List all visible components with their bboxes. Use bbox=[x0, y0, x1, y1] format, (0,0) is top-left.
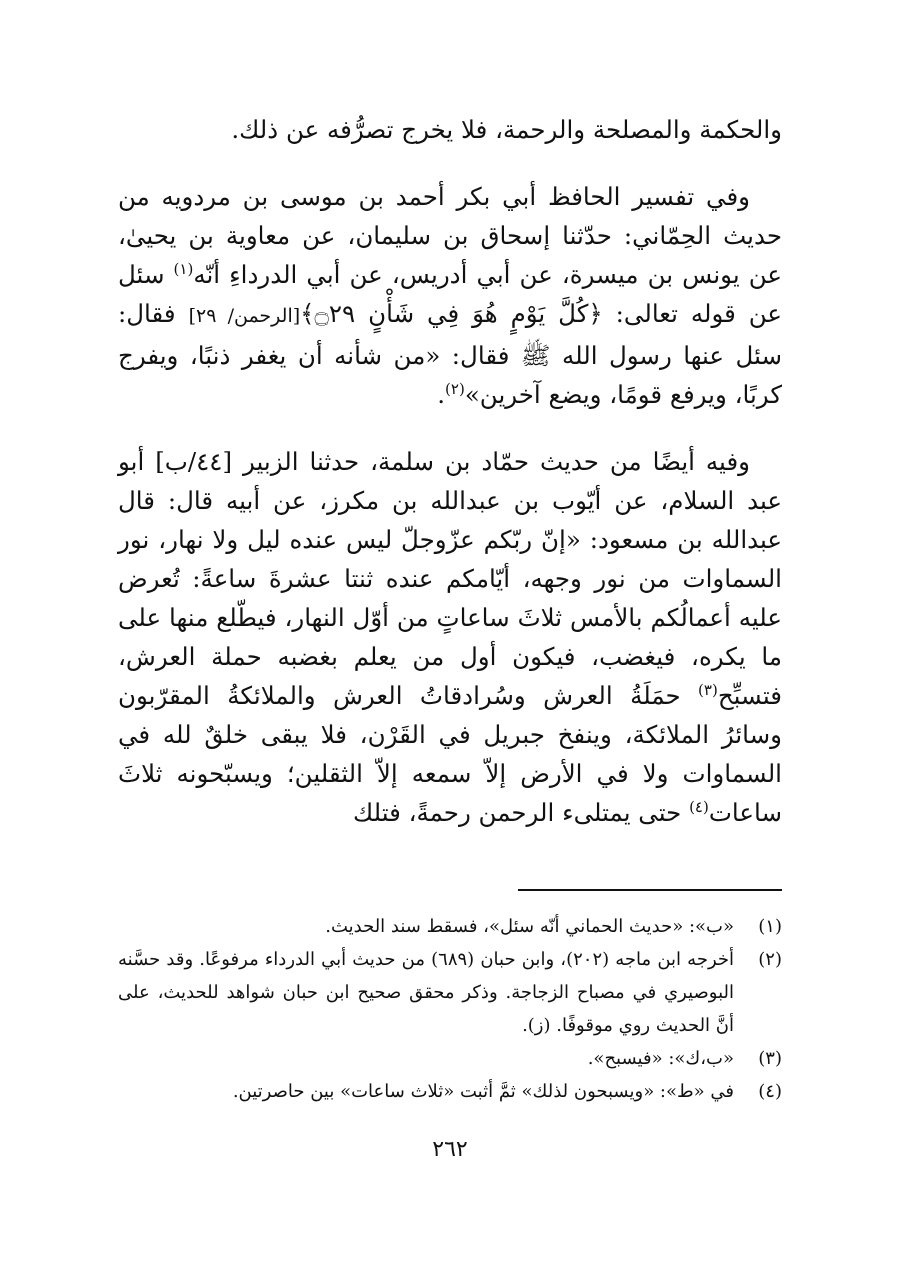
paragraph-2-text-b: سئل عن قوله تعالى: bbox=[118, 260, 783, 328]
footnote-item bbox=[118, 910, 782, 943]
paragraph-2 bbox=[118, 177, 782, 414]
paragraph-1 bbox=[118, 110, 782, 149]
footnote-ref-1: (١) bbox=[173, 259, 194, 278]
footnote-item bbox=[118, 943, 782, 1042]
paragraph-3-text-b: حمَلَةُ العرش وسُرادقاتُ العرش والملائكةُ المقرّبون وسائرُ الملائكة، وينفخ جبريل في القَرْن، فلا يبقى خلقٌ لله في السماوات ولا في الأرض إلاّ سمعه إلاّ الثقلين؛ ويسبّحونه ثلاثَ ساعات bbox=[118, 681, 782, 827]
paragraph-3 bbox=[118, 442, 782, 832]
footnote-separator bbox=[518, 889, 782, 891]
footnote-number: (٣) bbox=[758, 1048, 782, 1069]
footnote-number: (٢) bbox=[758, 949, 782, 970]
page-body bbox=[118, 110, 782, 1230]
footnote-text: أخرجه ابن ماجه (٢٠٢)، وابن حبان (٦٨٩) من حديث أبي الدرداء مرفوعًا. وقد حسَّنه البوصيري في مصباح الزجاجة. وذكر محقق صحيح ابن حبان شواهد للحديث، على أنَّ الحديث روي موقوفًا. (ز). bbox=[118, 949, 735, 1036]
paragraph-3-text-c: حتى يمتلىء الرحمن رحمةً، فتلك bbox=[352, 798, 690, 827]
footnote-ref-4: (٤) bbox=[689, 797, 709, 816]
paragraph-2-text-c: فقال: سئل عنها رسول الله ﷺ فقال: «من شأنه أن يغفر ذنبًا، ويفرج كربًا، ويرفع قومًا، ويضع آخرين» bbox=[118, 299, 782, 409]
footnote-number: (١) bbox=[758, 916, 782, 937]
paragraph-2-text-d: . bbox=[437, 380, 446, 409]
footnote-text: «ب،ك»: «فيسبح». bbox=[587, 1048, 734, 1069]
footnote-ref-3: (٣) bbox=[698, 680, 718, 699]
paragraph-1-text: والحكمة والمصلحة والرحمة، فلا يخرج تصرُّفه عن ذلك. bbox=[231, 115, 782, 144]
paragraph-2-text-a: وفي تفسير الحافظ أبي بكر أحمد بن موسى بن مردويه من حديث الحِمّاني: حدّثنا إسحاق بن سليمان، عن معاوية بن يحيىٰ، عن يونس بن ميسرة، عن أبي أدريس، عن أبي الدرداءِ أنّه bbox=[118, 182, 782, 289]
quran-citation: [الرحمن/ ٢٩] bbox=[188, 305, 301, 327]
footnotes bbox=[118, 910, 782, 1108]
footnote-text: «ب»: «حديث الحماني أنّه سئل»، فسقط سند الحديث. bbox=[325, 916, 734, 937]
paragraph-3-text-a: وفيه أيضًا من حديث حمّاد بن سلمة، حدثنا الزبير [٤٤/ب] أبو عبد السلام، عن أيّوب بن عبدالله بن مكرز، عن أبيه قال: قال عبدالله بن مسعود: «إنّ ربّكم عزّوجلّ ليس عنده ليل ولا نهار، نور السماوات من نور وجهه، أيّامكم عنده ثنتا عشرةَ ساعةً: تُعرض عليه أعمالُكم بالأمس ثلاثَ ساعاتٍ من أوّل النهار، فيطّلع منها على ما يكره، فيغضب، فيكون أول من يعلم بغضبه حملة العرش، فتسبِّح bbox=[118, 447, 782, 710]
footnote-text: في «ط»: «ويسبحون لذلك» ثمَّ أثبت «ثلاث ساعات» بين حاصرتين. bbox=[232, 1081, 734, 1102]
footnote-number: (٤) bbox=[758, 1081, 782, 1102]
page-number: ٢٦٢ bbox=[432, 1137, 468, 1162]
footnote-ref-2: (٢) bbox=[445, 379, 465, 398]
footnote-item bbox=[118, 1042, 782, 1075]
footnote-item bbox=[118, 1075, 782, 1108]
quran-verse: ﴿كُلَّ يَوْمٍ هُوَ فِي شَأْنٍ ۝٢٩﴾ bbox=[300, 299, 603, 328]
